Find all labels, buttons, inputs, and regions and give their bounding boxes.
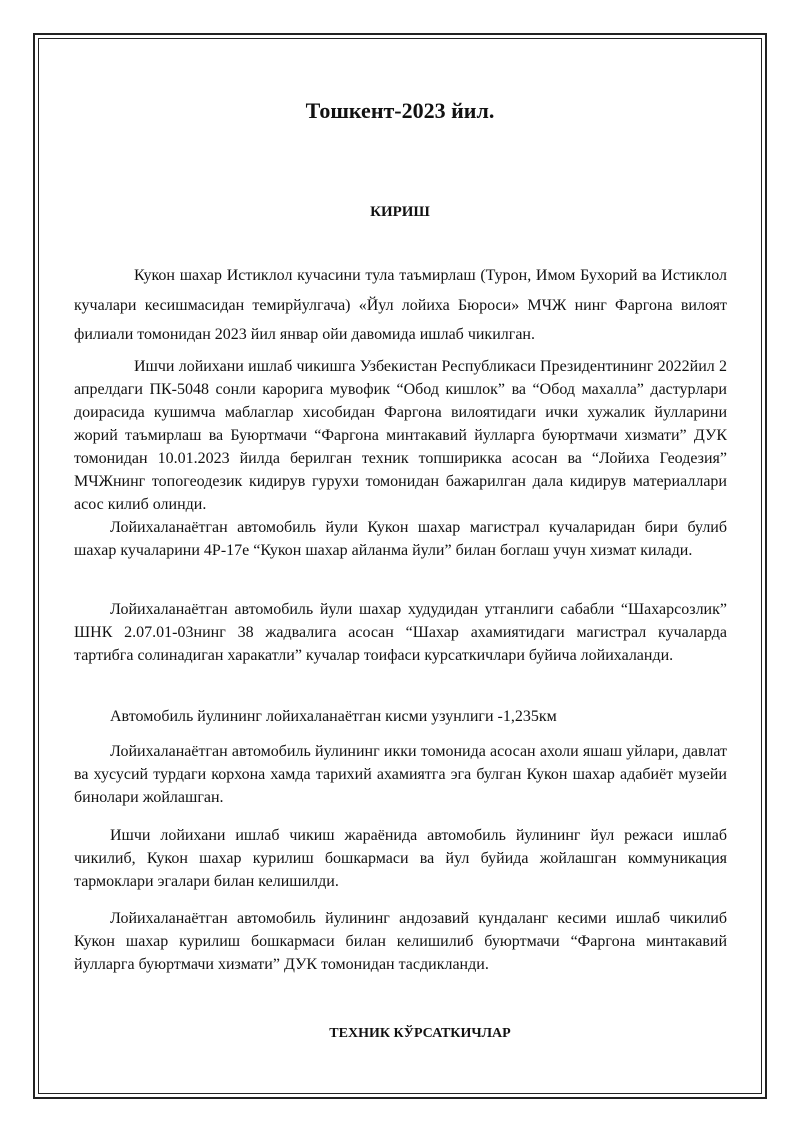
document-title: Тошкент-2023 йил. <box>305 98 495 123</box>
paragraph-1: Кукон шахар Истиклол кучасини тула таъмирлаш (Турон, Имом Бухорий ва Истиклол кучалари кесишмасидан темирйулгача) «Йул лойиха Бюроси» МЧЖ нинг Фаргона вилоят филиали томонидан 2023 йил январ ойи давомида ишлаб чикилган. <box>74 267 727 343</box>
paragraph-2: Ишчи лойихани ишлаб чикишга Узбекистан Республикаси Президентининг 2022йил 2 апрелдаги ПК-5048 сонли карорига мувофик “Обод кишлок” ва “Обод махалла” дастурлари доирасида кушимча маблаглар хисобидан Фаргона вилоятидаги ички хужалик йулларини жорий таъмирлаш ва Буюртмачи “Фаргона минтакавий йулларга буюртмачи хизмати” ДУК томонидан 10.01.2023 йилда берилган техник топширикка асосан ва “Лойиха Геодезия” МЧЖнинг топогеодезик кидирув гурухи томонидан бажарилган дала кидирув материаллари асос килиб олинди. <box>74 358 727 513</box>
section-heading-technical: ТЕХНИК КЎРСАТКИЧЛАР <box>329 1026 511 1041</box>
section-heading-intro: КИРИШ <box>370 204 430 220</box>
paragraph-8: Лойихаланаётган автомобиль йулининг андозавий кундаланг кесими ишлаб чикилиб Кукон шахар курилиш бошкармаси билан келишилиб буюртмачи “Фаргона минтакавий йулларга буюртмачи хизмати” ДУК томонидан тасдикланди. <box>74 910 727 973</box>
paragraph-3: Лойихаланаётган автомобиль йули Кукон шахар магистрал кучаларидан бири булиб шахар кучаларини 4Р-17е “Кукон шахар айланма йули” билан боглаш учун хизмат килади. <box>74 519 727 559</box>
paragraph-5: Автомобиль йулининг лойихаланаётган кисми узунлиги -1,235км <box>110 708 557 725</box>
paragraph-6: Лойихаланаётган автомобиль йулининг икки томонида асосан ахоли яшаш уйлари, давлат ва хусусий турдаги корхона хамда тарихий ахамиятга эга булган Кукон шахар адабиёт музейи бинолари жойлашган. <box>74 743 727 806</box>
paragraph-4: Лойихаланаётган автомобиль йули шахар худудидан утганлиги сабабли “Шахарсозлик” ШНК 2.07.01-03нинг 38 жадвалига асосан “Шахар ахамиятидаги магистрал кучаларда тартибга солинадиган харакатли” кучалар тоифаси курсаткичлари буйича лойихаланди. <box>74 601 727 664</box>
paragraph-7: Ишчи лойихани ишлаб чикиш жараёнида автомобиль йулининг йул режаси ишлаб чикилиб, Кукон шахар курилиш бошкармаси ва йул буйида жойлашган коммуникация тармоклари эгалари билан келишилди. <box>74 827 727 890</box>
